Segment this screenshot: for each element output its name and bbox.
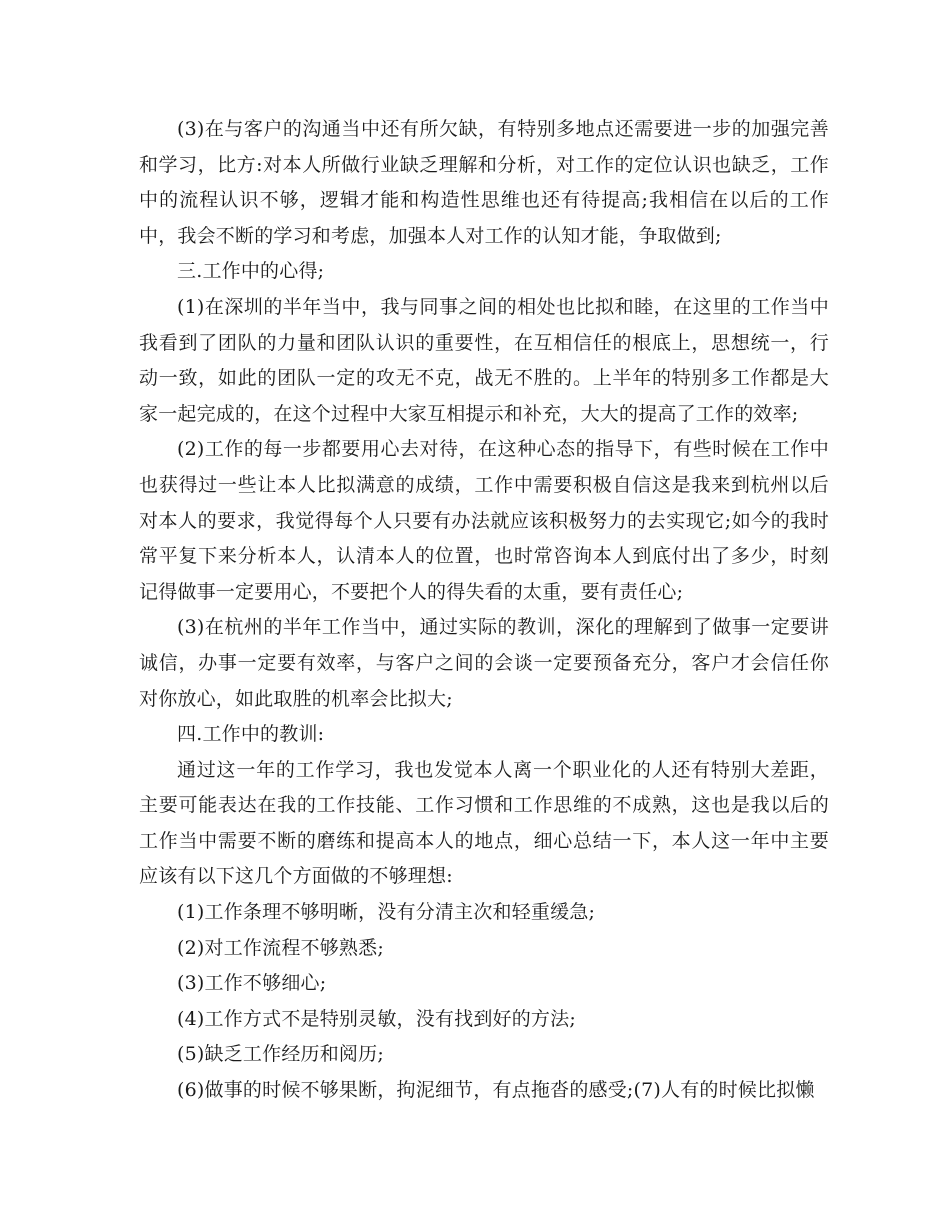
list-item-lesson-4: (4)工作方式不是特别灵敏，没有找到好的方法;	[177, 1007, 576, 1030]
list-item-lesson-2: (2)对工作流程不够熟悉;	[177, 936, 384, 959]
section-heading-lessons: 四.工作中的教训:	[177, 723, 325, 746]
list-item-lesson-1: (1)工作条理不够明晰，没有分清主次和轻重缓急;	[177, 901, 596, 924]
document-page	[139, 112, 829, 1109]
section-heading-experience: 三.工作中的心得;	[177, 260, 325, 283]
paragraph-lessons-intro: 通过这一年的工作学习，我也发觉本人离一个职业化的人还有特别大差距，主要可能表达在我的工作技能、工作习惯和工作思维的不成熟，这也是我以后的工作当中需要不断的磨练和提高本人的地点，细心总结一下，本人这一年中主要应该有以下这几个方面做的不够理想:	[139, 758, 829, 888]
paragraph-experience-1: (1)在深圳的半年当中，我与同事之间的相处也比拟和睦，在这里的工作当中我看到了团队的力量和团队认识的重要性，在互相信任的根底上，思想统一，行动一致，如此的团队一定的攻无不克，战无不胜的。上半年的特别多工作都是大家一起完成的，在这个过程中大家互相提示和补充，大大的提高了工作的效率;	[139, 295, 829, 425]
paragraph-experience-3: (3)在杭州的半年工作当中，通过实际的教训，深化的理解到了做事一定要讲诚信，办事一定要有效率，与客户之间的会谈一定要预备充分，客户才会信任你对你放心，如此取胜的机率会比拟大;	[139, 616, 829, 710]
paragraph-experience-2: (2)工作的每一步都要用心去对待，在这种心态的指导下，有些时候在工作中也获得过一些让本人比拟满意的成绩，工作中需要积极自信这是我来到杭州以后对本人的要求，我觉得每个人只要有办法就应该积极努力的去实现它;如今的我时常平复下来分析本人，认清本人的位置，也时常咨询本人到底付出了多少，时刻记得做事一定要用心，不要把个人的得失看的太重，要有责任心;	[139, 438, 829, 603]
list-item-lesson-5: (5)缺乏工作经历和阅历;	[177, 1043, 384, 1066]
list-item-lesson-6-7: (6)做事的时候不够果断，拘泥细节，有点拖沓的感受;(7)人有的时候比拟懒	[177, 1079, 815, 1102]
list-item-lesson-3: (3)工作不够细心;	[177, 972, 327, 995]
paragraph-communication-shortcomings: (3)在与客户的沟通当中还有所欠缺，有特别多地点还需要进一步的加强完善和学习，比方:对本人所做行业缺乏理解和分析，对工作的定位认识也缺乏，工作中的流程认识不够，逻辑才能和构造性思维也还有待提高;我相信在以后的工作中，我会不断的学习和考虑，加强本人对工作的认知才能，争取做到;	[139, 118, 829, 247]
